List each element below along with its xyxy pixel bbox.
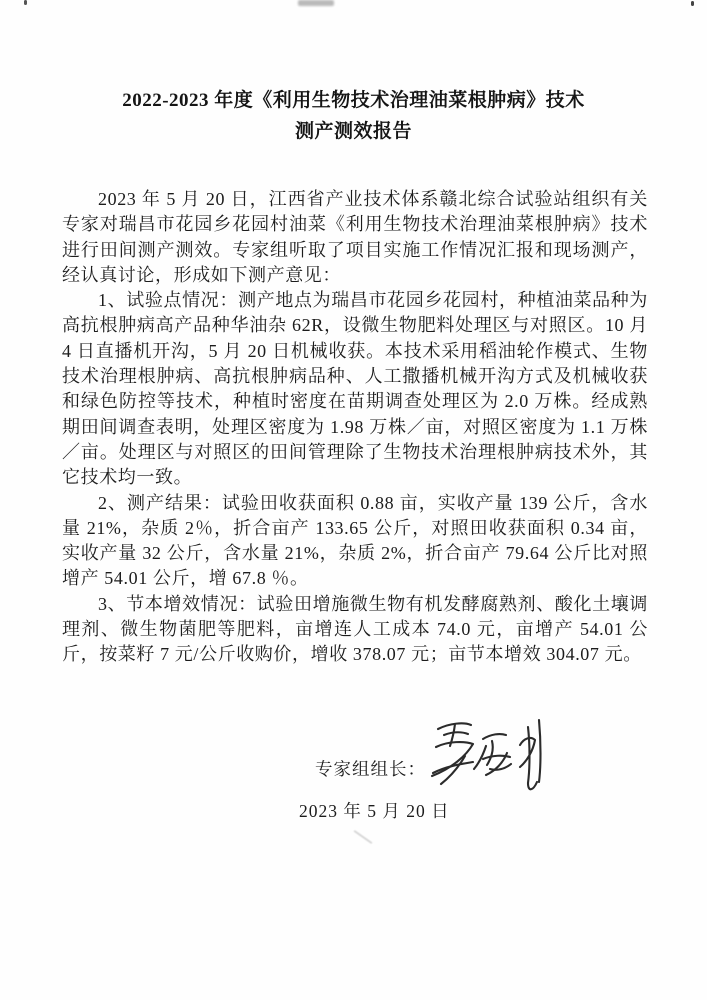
signature-date: 2023 年 5 月 20 日 <box>299 801 450 821</box>
report-title-line2: 测产测效报告 <box>294 121 412 142</box>
scan-artifact <box>24 0 27 5</box>
scan-artifact <box>298 0 334 6</box>
paragraph-yield-results: 2、测产结果：试验田收获面积 0.88 亩，实收产量 139 公斤，含水量 21%，杂质 2％，折合亩产 133.65 公斤，对照田收获面积 0.34 亩，实收产量 32 公斤，含水量 21%，杂质 2%，折合亩产 79.64 公斤比对照增产 54.01 公斤，增 67.8 ％。 <box>62 492 648 589</box>
paragraph-test-site: 1、试验点情况：测产地点为瑞昌市花园乡花园村，种植油菜品种为高抗根肿病高产品种华油杂 62R，设微生物肥料处理区与对照区。10 月 4 日直播机开沟，5 月 20 日机械收获。本技术采用稻油轮作模式、生物技术治理根肿病、高抗根肿病品种、人工撒播机械开沟方式及机械收获和绿色防控等技术，种植时密度在苗期调查处理区为 2.0 万株。经成熟期田间调查表明，处理区密度为 1.98 万株／亩，对照区密度为 1.1 万株／亩。处理区与对照区的田间管理除了生物技术治理根肿病技术外，其它技术均一致。 <box>62 290 648 488</box>
scan-artifact <box>353 830 372 844</box>
paragraph-intro: 2023 年 5 月 20 日，江西省产业技术体系赣北综合试验站组织有关专家对瑞昌市花园乡花园村油菜《利用生物技术治理油菜根肿病》技术进行田间测产测效。专家组听取了项目实施工作情况汇报和现场测产，经认真讨论，形成如下测产意见： <box>62 189 648 285</box>
report-title-line1: 2022-2023 年度《利用生物技术治理油菜根肿病》技术 <box>122 90 585 111</box>
report-body <box>0 187 707 668</box>
signature-handwriting <box>420 714 548 801</box>
signature-role-label: 专家组组长： <box>315 759 426 779</box>
report-title <box>0 0 707 147</box>
paragraph-cost-benefit: 3、节本增效情况：试验田增施微生物有机发酵腐熟剂、酸化土壤调理剂、微生物菌肥等肥料，亩增连人工成本 74.0 元，亩增产 54.01 公斤，按菜籽 7 元/公斤收购价，增收 378.07 元；亩节本增效 304.07 元。 <box>62 593 648 665</box>
scan-artifact <box>691 1 694 6</box>
